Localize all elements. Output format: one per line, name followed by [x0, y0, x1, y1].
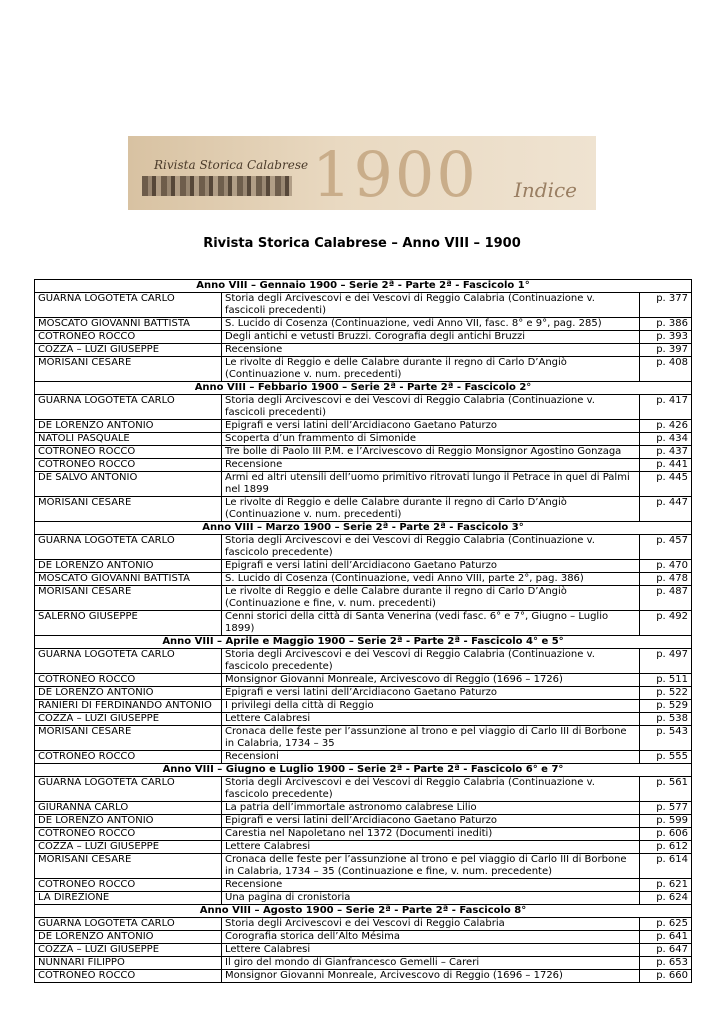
author-cell: COZZA – LUZI GIUSEPPE: [35, 713, 222, 726]
title-cell: Armi ed altri utensili dell’uomo primitivo ritrovati lungo il Petrace in quel di Palmi nel 1899: [222, 472, 640, 497]
table-row: [35, 318, 692, 331]
page-cell: p. 653: [640, 957, 692, 970]
page-cell: p. 511: [640, 674, 692, 687]
title-cell: Carestia nel Napoletano nel 1372 (Documenti inediti): [222, 828, 640, 841]
title-cell: Le rivolte di Reggio e delle Calabre durante il regno di Carlo D’Angiò (Continuazione v. num. precedenti): [222, 357, 640, 382]
author-cell: GIURANNA CARLO: [35, 802, 222, 815]
page-cell: p. 457: [640, 535, 692, 560]
table-row: [35, 459, 692, 472]
page-cell: p. 625: [640, 918, 692, 931]
title-cell: Cronaca delle feste per l’assunzione al trono e pel viaggio di Carlo III di Borbone in Calabria, 1734 – 35: [222, 726, 640, 751]
table-row: [35, 611, 692, 636]
author-cell: DE LORENZO ANTONIO: [35, 687, 222, 700]
title-cell: Le rivolte di Reggio e delle Calabre durante il regno di Carlo D’Angiò (Continuazione v. num. precedenti): [222, 497, 640, 522]
title-cell: Corografia storica dell’Alto Mésima: [222, 931, 640, 944]
page-cell: p. 641: [640, 931, 692, 944]
table-row: [35, 586, 692, 611]
table-row: [35, 854, 692, 879]
title-cell: Cronaca delle feste per l’assunzione al trono e pel viaggio di Carlo III di Borbone in Calabria, 1734 – 35 (Continuazione e fine, v. num. precedente): [222, 854, 640, 879]
title-cell: Lettere Calabresi: [222, 713, 640, 726]
page-cell: p. 487: [640, 586, 692, 611]
title-cell: S. Lucido di Cosenza (Continuazione, vedi Anno VII, fasc. 8° e 9°, pag. 285): [222, 318, 640, 331]
author-cell: COTRONEO ROCCO: [35, 331, 222, 344]
section-header-row: [35, 764, 692, 777]
banner-journal-title: Rivista Storica Calabrese: [154, 158, 309, 172]
table-row: [35, 573, 692, 586]
table-row: [35, 918, 692, 931]
author-cell: MORISANI CESARE: [35, 854, 222, 879]
page-cell: p. 437: [640, 446, 692, 459]
title-cell: Lettere Calabresi: [222, 944, 640, 957]
title-cell: Storia degli Arcivescovi e dei Vescovi di Reggio Calabria (Continuazione v. fascicolo precedente): [222, 535, 640, 560]
table-row: [35, 879, 692, 892]
title-cell: Storia degli Arcivescovi e dei Vescovi di Reggio Calabria (Continuazione v. fascicoli precedenti): [222, 395, 640, 420]
table-row: [35, 687, 692, 700]
table-row: [35, 344, 692, 357]
table-row: [35, 777, 692, 802]
section-header-row: [35, 382, 692, 395]
table-row: [35, 841, 692, 854]
author-cell: GUARNA LOGOTETA CARLO: [35, 918, 222, 931]
table-row: [35, 649, 692, 674]
title-cell: Scoperta d’un frammento di Simonide: [222, 433, 640, 446]
page-cell: p. 377: [640, 293, 692, 318]
page-cell: p. 614: [640, 854, 692, 879]
author-cell: COTRONEO ROCCO: [35, 828, 222, 841]
title-cell: Degli antichi e vetusti Bruzzi. Corografia degli antichi Bruzzi: [222, 331, 640, 344]
page-cell: p. 441: [640, 459, 692, 472]
title-cell: Monsignor Giovanni Monreale, Arcivescovo di Reggio (1696 – 1726): [222, 970, 640, 983]
table-row: [35, 293, 692, 318]
page-cell: p. 478: [640, 573, 692, 586]
page-cell: p. 470: [640, 560, 692, 573]
author-cell: GUARNA LOGOTETA CARLO: [35, 293, 222, 318]
author-cell: MORISANI CESARE: [35, 586, 222, 611]
author-cell: COTRONEO ROCCO: [35, 674, 222, 687]
author-cell: RANIERI DI FERDINANDO ANTONIO: [35, 700, 222, 713]
author-cell: COTRONEO ROCCO: [35, 879, 222, 892]
title-cell: Cenni storici della città di Santa Venerina (vedi fasc. 6° e 7°, Giugno – Luglio 1899): [222, 611, 640, 636]
section-header-row: [35, 522, 692, 535]
title-cell: Epigrafi e versi latini dell’Arcidiacono Gaetano Paturzo: [222, 687, 640, 700]
table-row: [35, 472, 692, 497]
section-header: Anno VIII – Gennaio 1900 – Serie 2ª - Parte 2ª - Fascicolo 1°: [35, 280, 692, 293]
section-header: Anno VIII – Marzo 1900 – Serie 2ª - Parte 2ª - Fascicolo 3°: [35, 522, 692, 535]
author-cell: COZZA – LUZI GIUSEPPE: [35, 344, 222, 357]
title-cell: Recensione: [222, 459, 640, 472]
table-row: [35, 497, 692, 522]
page-cell: p. 426: [640, 420, 692, 433]
title-cell: Tre bolle di Paolo III P.M. e l’Arcivescovo di Reggio Monsignor Agostino Gonzaga: [222, 446, 640, 459]
table-row: [35, 674, 692, 687]
title-cell: I privilegi della città di Reggio: [222, 700, 640, 713]
author-cell: DE LORENZO ANTONIO: [35, 931, 222, 944]
page-cell: p. 497: [640, 649, 692, 674]
table-row: [35, 970, 692, 983]
author-cell: MOSCATO GIOVANNI BATTISTA: [35, 318, 222, 331]
table-row: [35, 420, 692, 433]
table-row: [35, 331, 692, 344]
author-cell: MORISANI CESARE: [35, 497, 222, 522]
author-cell: MORISANI CESARE: [35, 357, 222, 382]
table-row: [35, 357, 692, 382]
page-cell: p. 434: [640, 433, 692, 446]
index-table: [34, 279, 692, 983]
page-cell: p. 606: [640, 828, 692, 841]
section-header: Anno VIII – Aprile e Maggio 1900 – Serie 2ª - Parte 2ª - Fascicolo 4° e 5°: [35, 636, 692, 649]
author-cell: MORISANI CESARE: [35, 726, 222, 751]
author-cell: COTRONEO ROCCO: [35, 751, 222, 764]
page-cell: p. 612: [640, 841, 692, 854]
author-cell: DE SALVO ANTONIO: [35, 472, 222, 497]
page-cell: p. 624: [640, 892, 692, 905]
page-cell: p. 397: [640, 344, 692, 357]
author-cell: COZZA – LUZI GIUSEPPE: [35, 944, 222, 957]
page-cell: p. 408: [640, 357, 692, 382]
title-cell: Epigrafi e versi latini dell’Arcidiacono Gaetano Paturzo: [222, 420, 640, 433]
page-cell: p. 417: [640, 395, 692, 420]
table-row: [35, 931, 692, 944]
table-row: [35, 751, 692, 764]
author-cell: COZZA – LUZI GIUSEPPE: [35, 841, 222, 854]
page-cell: p. 445: [640, 472, 692, 497]
title-cell: Recensione: [222, 879, 640, 892]
page-cell: p. 599: [640, 815, 692, 828]
page-cell: p. 660: [640, 970, 692, 983]
page-cell: p. 538: [640, 713, 692, 726]
page-cell: p. 647: [640, 944, 692, 957]
table-row: [35, 726, 692, 751]
table-row: [35, 700, 692, 713]
page-cell: p. 577: [640, 802, 692, 815]
title-cell: S. Lucido di Cosenza (Continuazione, vedi Anno VIII, parte 2°, pag. 386): [222, 573, 640, 586]
page-cell: p. 555: [640, 751, 692, 764]
author-cell: GUARNA LOGOTETA CARLO: [35, 395, 222, 420]
section-header: Anno VIII – Febbario 1900 – Serie 2ª - Parte 2ª - Fascicolo 2°: [35, 382, 692, 395]
title-cell: Recensione: [222, 344, 640, 357]
banner-decorative-strip: [142, 176, 292, 196]
author-cell: MOSCATO GIOVANNI BATTISTA: [35, 573, 222, 586]
document-title: Rivista Storica Calabrese – Anno VIII – 1900: [203, 236, 521, 251]
author-cell: COTRONEO ROCCO: [35, 970, 222, 983]
page-cell: p. 492: [640, 611, 692, 636]
title-cell: Una pagina di cronistoria: [222, 892, 640, 905]
section-header-row: [35, 280, 692, 293]
title-cell: La patria dell’immortale astronomo calabrese Lilio: [222, 802, 640, 815]
table-row: [35, 815, 692, 828]
author-cell: LA DIREZIONE: [35, 892, 222, 905]
author-cell: GUARNA LOGOTETA CARLO: [35, 777, 222, 802]
banner-year: 1900: [312, 138, 478, 210]
section-header: Anno VIII – Agosto 1900 – Serie 2ª - Parte 2ª - Fascicolo 8°: [35, 905, 692, 918]
page-cell: p. 543: [640, 726, 692, 751]
page-cell: p. 621: [640, 879, 692, 892]
title-cell: Storia degli Arcivescovi e dei Vescovi di Reggio Calabria (Continuazione v. fascicoli precedenti): [222, 293, 640, 318]
author-cell: GUARNA LOGOTETA CARLO: [35, 649, 222, 674]
author-cell: COTRONEO ROCCO: [35, 459, 222, 472]
page-cell: p. 386: [640, 318, 692, 331]
title-cell: Recensioni: [222, 751, 640, 764]
table-row: [35, 957, 692, 970]
author-cell: DE LORENZO ANTONIO: [35, 815, 222, 828]
title-cell: Il giro del mondo di Gianfrancesco Gemelli – Careri: [222, 957, 640, 970]
author-cell: NATOLI PASQUALE: [35, 433, 222, 446]
author-cell: DE LORENZO ANTONIO: [35, 560, 222, 573]
page-cell: p. 393: [640, 331, 692, 344]
author-cell: SALERNO GIUSEPPE: [35, 611, 222, 636]
table-row: [35, 892, 692, 905]
page-cell: p. 447: [640, 497, 692, 522]
table-row: [35, 828, 692, 841]
section-header-row: [35, 636, 692, 649]
table-row: [35, 535, 692, 560]
title-cell: Monsignor Giovanni Monreale, Arcivescovo di Reggio (1696 – 1726): [222, 674, 640, 687]
table-row: [35, 944, 692, 957]
title-cell: Storia degli Arcivescovi e dei Vescovi di Reggio Calabria: [222, 918, 640, 931]
author-cell: NUNNARI FILIPPO: [35, 957, 222, 970]
page-cell: p. 522: [640, 687, 692, 700]
author-cell: COTRONEO ROCCO: [35, 446, 222, 459]
title-cell: Storia degli Arcivescovi e dei Vescovi di Reggio Calabria (Continuazione v. fascicolo precedente): [222, 649, 640, 674]
title-cell: Lettere Calabresi: [222, 841, 640, 854]
section-header-row: [35, 905, 692, 918]
table-row: [35, 395, 692, 420]
author-cell: DE LORENZO ANTONIO: [35, 420, 222, 433]
table-row: [35, 802, 692, 815]
title-cell: Epigrafi e versi latini dell’Arcidiacono Gaetano Paturzo: [222, 560, 640, 573]
banner-indice-label: Indice: [514, 178, 578, 202]
page-cell: p. 561: [640, 777, 692, 802]
title-cell: Le rivolte di Reggio e delle Calabre durante il regno di Carlo D’Angiò (Continuazione e fine, v. num. precedenti): [222, 586, 640, 611]
index-table-body: [35, 280, 692, 983]
section-header: Anno VIII – Giugno e Luglio 1900 – Serie 2ª - Parte 2ª - Fascicolo 6° e 7°: [35, 764, 692, 777]
header-banner: [128, 136, 596, 210]
title-cell: Epigrafi e versi latini dell’Arcidiacono Gaetano Paturzo: [222, 815, 640, 828]
author-cell: GUARNA LOGOTETA CARLO: [35, 535, 222, 560]
page-cell: p. 529: [640, 700, 692, 713]
title-cell: Storia degli Arcivescovi e dei Vescovi di Reggio Calabria (Continuazione v. fascicolo precedente): [222, 777, 640, 802]
table-row: [35, 713, 692, 726]
table-row: [35, 560, 692, 573]
table-row: [35, 446, 692, 459]
table-row: [35, 433, 692, 446]
